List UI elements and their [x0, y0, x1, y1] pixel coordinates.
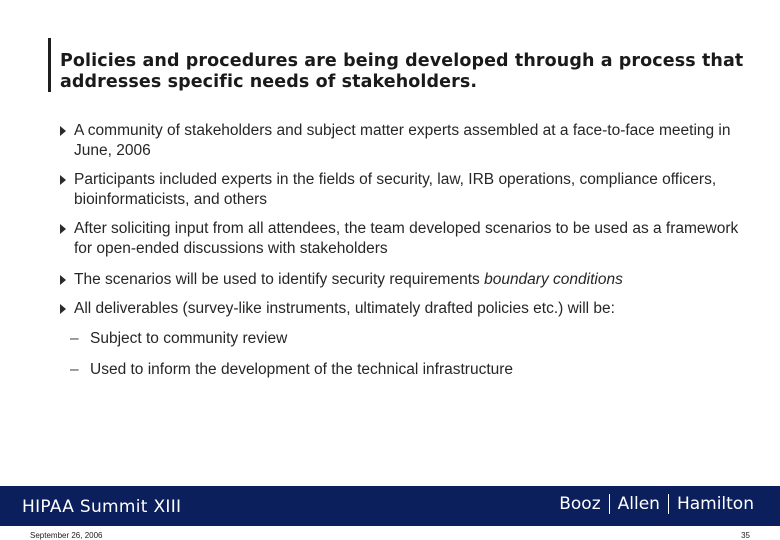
bullet-text: A community of stakeholders and subject matter experts assembled at a face-to-face meeting in June, 2006 [74, 122, 731, 159]
sub-bullet-list [70, 329, 513, 380]
bullet-item [60, 270, 760, 290]
footer-date: September 26, 2006 [30, 531, 103, 540]
dash-bullet: – [70, 330, 79, 347]
sub-bullet-text: Used to inform the development of the technical infrastructure [90, 361, 514, 378]
bullet-item [60, 170, 760, 210]
bullet-item [60, 219, 760, 259]
triangle-bullet-icon [60, 126, 66, 136]
bullet-text: All deliverables (survey-like instruments, ultimately drafted policies etc.) will be: [74, 300, 615, 317]
brand-word: Booz [559, 494, 601, 514]
brand-logo [551, 494, 762, 514]
dash-bullet: – [70, 361, 79, 378]
bullet-list [60, 121, 760, 319]
brand-word: Allen [617, 494, 660, 514]
slide-title: Policies and procedures are being developed through a process that addresses specific needs of stakeholders. [60, 51, 744, 92]
brand-word: Hamilton [676, 494, 754, 514]
event-name: HIPAA Summit XIII [22, 497, 182, 517]
bullet-emphasis: boundary conditions [484, 271, 623, 288]
sub-bullet-text: Subject to community review [90, 330, 288, 347]
triangle-bullet-icon [60, 275, 66, 285]
sub-bullet-item [70, 329, 513, 349]
bullet-item [60, 299, 760, 319]
triangle-bullet-icon [60, 304, 66, 314]
sub-bullet-item [70, 360, 513, 380]
bullet-item [60, 121, 760, 161]
bullet-text: After soliciting input from all attendees, the team developed scenarios to be used as a framework for open-ended discussions with stakeholders [74, 220, 739, 257]
bullet-text: Participants included experts in the fields of security, law, IRB operations, compliance officers, bioinformaticists, and others [74, 171, 717, 208]
bullet-text: The scenarios will be used to identify security requirements [74, 271, 485, 288]
triangle-bullet-icon [60, 175, 66, 185]
page-number: 35 [741, 531, 750, 540]
triangle-bullet-icon [60, 224, 66, 234]
title-accent-bar [48, 38, 51, 92]
